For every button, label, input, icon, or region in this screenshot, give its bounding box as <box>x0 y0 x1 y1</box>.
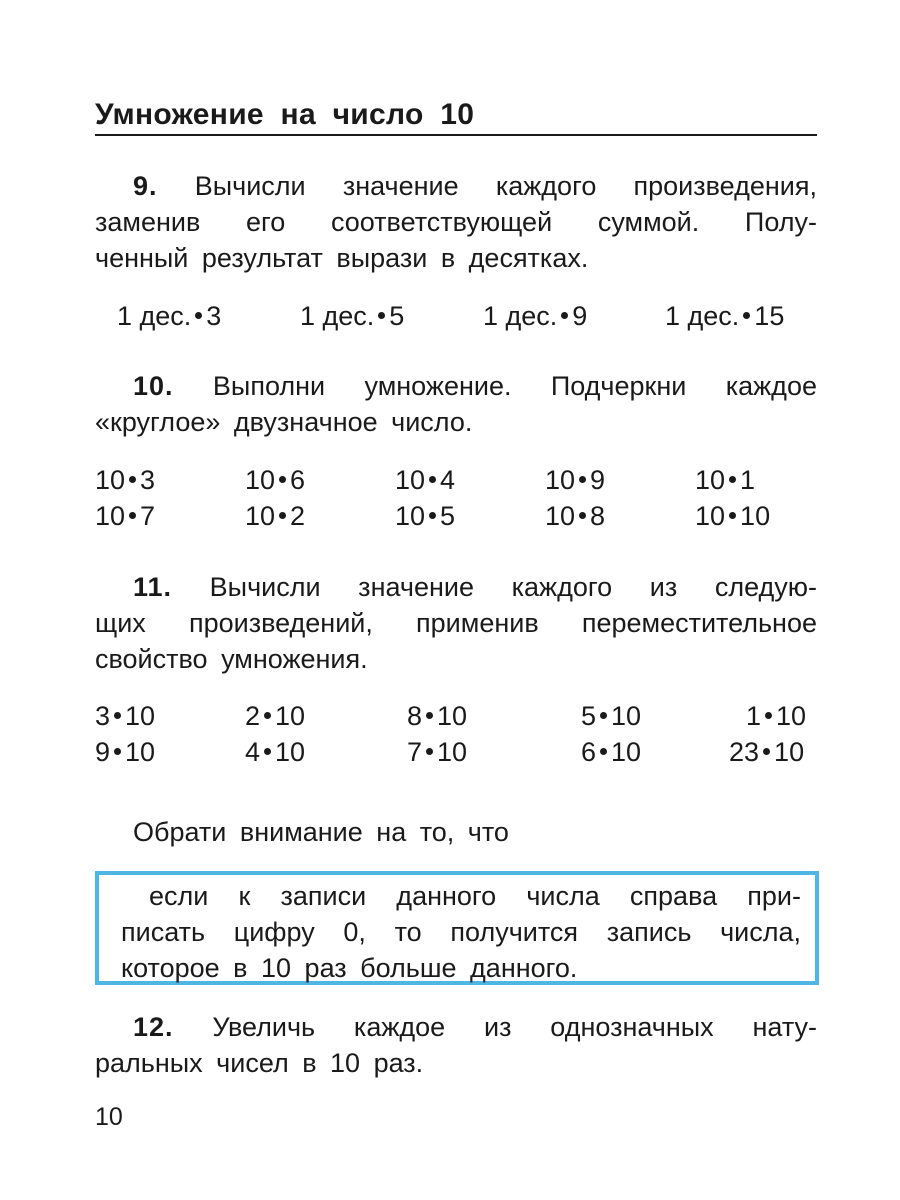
expr-left: 10 <box>245 501 276 531</box>
multiplication-dot-icon <box>429 512 436 519</box>
task-10-expression <box>695 462 755 498</box>
task-11-line-1 <box>95 569 817 605</box>
task-9-number: 9. <box>133 171 158 201</box>
task-11-expression <box>407 698 467 734</box>
rule-line-3: которое в 10 раз больше данного. <box>121 953 578 983</box>
task-10-expression <box>395 462 455 498</box>
task-11-line-3: свойство умножения. <box>95 644 368 674</box>
task-9-line-1-text: Вычисли значение каждого произведения, <box>194 171 817 201</box>
task-10-row-1 <box>95 462 817 498</box>
task-11-expression <box>581 698 641 734</box>
task-11-expression <box>245 698 305 734</box>
expr-right: 10 <box>437 737 468 767</box>
task-11-expression <box>746 698 806 734</box>
task-9-line-1 <box>95 168 817 204</box>
expr-right: 5 <box>440 501 456 531</box>
expr-left: 10 <box>545 465 576 495</box>
expr-right: 10 <box>437 701 468 731</box>
task-10-expression <box>695 498 770 534</box>
expr-right: 3 <box>140 465 156 495</box>
multiplication-dot-icon <box>264 712 271 719</box>
expr-left: 9 <box>95 737 111 767</box>
task-11-line-1-text: Вычисли значение каждого из следую- <box>209 572 817 602</box>
expr-right: 1 <box>740 465 756 495</box>
expr-left: 10 <box>95 465 126 495</box>
multiplication-dot-icon <box>426 748 433 755</box>
multiplication-dot-icon <box>429 476 436 483</box>
task-11-expression <box>95 734 155 770</box>
multiplication-dot-icon <box>114 712 121 719</box>
task-10-expression <box>395 498 455 534</box>
note-intro-block <box>95 814 817 850</box>
expr-left: 4 <box>245 737 261 767</box>
expr-right: 6 <box>290 465 306 495</box>
expr-right: 10 <box>611 737 642 767</box>
task-10-row-2 <box>95 498 817 534</box>
expr-left: 2 <box>245 701 261 731</box>
multiplication-dot-icon <box>378 312 385 319</box>
task-11-expression <box>729 734 804 770</box>
task-9-line-2: заменив его соответствующей суммой. Полу- <box>95 207 817 237</box>
multiplication-dot-icon <box>743 312 750 319</box>
expr-right: 10 <box>611 701 642 731</box>
task-9-expression <box>483 298 587 334</box>
expr-right: 10 <box>776 701 807 731</box>
task-9-expression <box>117 298 221 334</box>
rule-text <box>121 878 801 986</box>
task-11-text <box>95 569 817 677</box>
multiplication-dot-icon <box>763 748 770 755</box>
multiplication-dot-icon <box>600 748 607 755</box>
expr-right: 8 <box>590 501 606 531</box>
task-12-line-2: ральных чисел в 10 раз. <box>95 1048 424 1078</box>
task-10-expression <box>95 462 155 498</box>
expr-right: 10 <box>275 701 306 731</box>
multiplication-dot-icon <box>765 712 772 719</box>
expr-right: 9 <box>572 301 588 331</box>
task-10-line-1 <box>95 368 817 404</box>
task-12-text <box>95 1009 817 1081</box>
multiplication-dot-icon <box>279 476 286 483</box>
task-11-expression <box>581 734 641 770</box>
multiplication-dot-icon <box>729 476 736 483</box>
expr-right: 10 <box>774 737 805 767</box>
task-9-text <box>95 168 817 276</box>
heading-underline <box>95 134 817 136</box>
multiplication-dot-icon <box>579 512 586 519</box>
expr-right: 10 <box>740 501 771 531</box>
multiplication-dot-icon <box>264 748 271 755</box>
multiplication-dot-icon <box>129 512 136 519</box>
multiplication-dot-icon <box>729 512 736 519</box>
expr-left: 1 дес. <box>117 301 192 331</box>
task-9-expressions <box>95 298 817 334</box>
multiplication-dot-icon <box>279 512 286 519</box>
task-9-expression <box>300 298 404 334</box>
task-12-line-1-text: Увеличь каждое из однозначных нату- <box>212 1012 817 1042</box>
expr-right: 7 <box>140 501 156 531</box>
expr-left: 1 <box>746 701 762 731</box>
expr-right: 2 <box>290 501 306 531</box>
rule-line-2: писать цифру 0, то получится запись числа, <box>121 917 801 947</box>
task-10-expression <box>245 462 305 498</box>
multiplication-dot-icon <box>195 312 202 319</box>
expr-left: 10 <box>395 501 426 531</box>
task-10-expression <box>545 462 605 498</box>
task-11-number: 11. <box>133 572 173 602</box>
multiplication-dot-icon <box>579 476 586 483</box>
task-12-line-1 <box>95 1009 817 1045</box>
multiplication-dot-icon <box>600 712 607 719</box>
task-10-number: 10. <box>133 371 174 401</box>
expr-left: 3 <box>95 701 111 731</box>
expr-left: 10 <box>95 501 126 531</box>
task-11-row-2 <box>95 734 817 770</box>
task-10-line-1-text: Выполни умножение. Подчеркни каждое <box>212 371 817 401</box>
expr-right: 10 <box>125 737 156 767</box>
task-10-text <box>95 368 817 440</box>
expr-left: 7 <box>407 737 423 767</box>
expr-left: 10 <box>395 465 426 495</box>
expr-left: 23 <box>729 737 760 767</box>
expr-left: 1 дес. <box>665 301 740 331</box>
task-11-expression <box>245 734 305 770</box>
expr-left: 6 <box>581 737 597 767</box>
expr-right: 5 <box>389 301 405 331</box>
expr-right: 3 <box>206 301 222 331</box>
task-11-row-1 <box>95 698 817 734</box>
expr-left: 10 <box>695 465 726 495</box>
rule-line-1: если к записи данного числа справа при- <box>149 881 801 911</box>
task-10-line-2: «круглое» двузначное число. <box>95 407 473 437</box>
section-heading: Умножение на число 10 <box>95 98 475 131</box>
page-number: 10 <box>95 1103 123 1131</box>
task-10-expression <box>245 498 305 534</box>
expr-right: 10 <box>125 701 156 731</box>
expr-left: 10 <box>695 501 726 531</box>
task-11-expression <box>407 734 467 770</box>
task-10-expression <box>95 498 155 534</box>
task-11-line-2: щих произведений, применив переместительное <box>95 608 817 638</box>
expr-right: 15 <box>754 301 785 331</box>
task-9-expression <box>665 298 784 334</box>
expr-left: 10 <box>545 501 576 531</box>
task-10-expression <box>545 498 605 534</box>
task-11-expression <box>95 698 155 734</box>
task-12-number: 12. <box>133 1012 174 1042</box>
expr-left: 1 дес. <box>483 301 558 331</box>
multiplication-dot-icon <box>129 476 136 483</box>
multiplication-dot-icon <box>426 712 433 719</box>
expr-left: 8 <box>407 701 423 731</box>
expr-left: 5 <box>581 701 597 731</box>
multiplication-dot-icon <box>114 748 121 755</box>
expr-left: 10 <box>245 465 276 495</box>
note-intro: Обрати внимание на то, что <box>133 817 509 847</box>
expr-right: 9 <box>590 465 606 495</box>
expr-right: 4 <box>440 465 456 495</box>
expr-left: 1 дес. <box>300 301 375 331</box>
multiplication-dot-icon <box>561 312 568 319</box>
task-9-line-3: ченный результат вырази в десятках. <box>95 243 589 273</box>
rule-box <box>95 871 819 985</box>
expr-right: 10 <box>275 737 306 767</box>
